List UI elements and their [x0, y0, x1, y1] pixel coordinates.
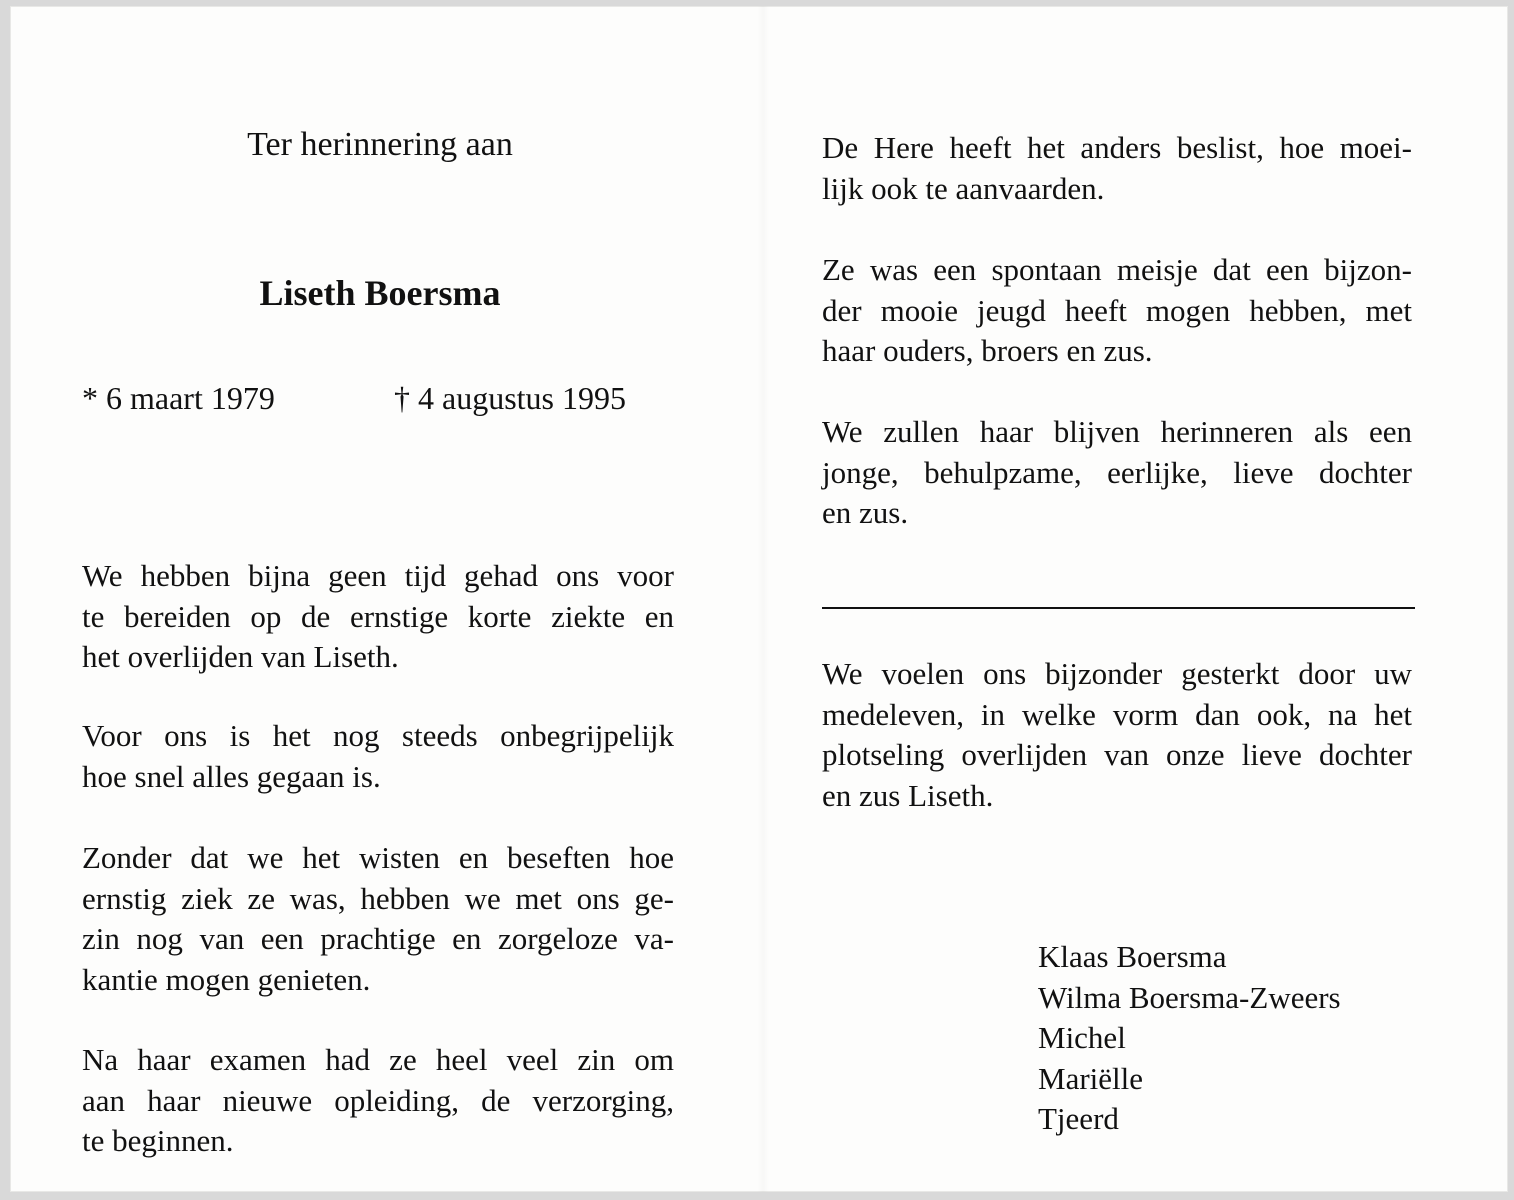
text-line: lijk ook te aanvaarden. — [822, 170, 1105, 206]
text-line: het overlijden van Liseth. — [82, 639, 399, 674]
text-line: Na haar examen had ze heel veel zin om — [82, 1042, 674, 1077]
right-paragraph-4 — [822, 654, 1412, 816]
text-line: aan haar nieuwe opleiding, de verzorging, — [82, 1082, 674, 1118]
text-line: We hebben bijna geen tijd gehad ons voor — [82, 558, 674, 593]
text-line: kantie mogen genieten. — [82, 961, 371, 997]
card-fold — [757, 6, 769, 1192]
left-paragraph-2 — [82, 716, 674, 797]
signatures — [1038, 937, 1341, 1140]
right-paragraph-1 — [822, 128, 1412, 209]
text-line: De Here heeft het anders beslist, hoe moei- — [822, 130, 1412, 165]
text-line: haar ouders, broers en zus. — [822, 333, 1153, 368]
left-paragraph-1 — [82, 556, 674, 678]
right-paragraph-2 — [822, 250, 1412, 372]
text-line: ernstig ziek ze was, hebben we met ons ge- — [82, 880, 674, 916]
text-line: Ze was een spontaan meisje dat een bijzon- — [822, 252, 1412, 287]
signature-name: Michel — [1038, 1020, 1126, 1055]
text-line: hoe snel alles gegaan is. — [82, 758, 381, 794]
left-paragraph-3 — [82, 838, 674, 1000]
card-title: Ter herinnering aan — [247, 126, 513, 163]
text-line: We zullen haar blijven herinneren als een — [822, 414, 1412, 449]
birth-date: * 6 maart 1979 — [82, 380, 275, 416]
signature-name: Tjeerd — [1038, 1101, 1119, 1136]
text-line: zin nog van een prachtige en zorgeloze va- — [82, 921, 674, 956]
text-line: en zus. — [822, 495, 909, 530]
text-line: jonge, behulpzame, eerlijke, lieve dochter — [822, 454, 1412, 490]
signature-name: Mariëlle — [1038, 1060, 1144, 1096]
right-paragraph-3 — [822, 412, 1412, 534]
text-line: te beginnen. — [82, 1123, 234, 1158]
text-line: plotseling overlijden van onze lieve dochter — [822, 737, 1412, 772]
text-line: te bereiden op de ernstige korte ziekte en — [82, 598, 674, 634]
signature-name: Klaas Boersma — [1038, 939, 1227, 974]
text-line: Zonder dat we het wisten en beseften hoe — [82, 840, 674, 875]
left-paragraph-4 — [82, 1040, 674, 1162]
text-line: der mooie jeugd heeft mogen hebben, met — [822, 292, 1412, 328]
deceased-name: Liseth Boersma — [259, 273, 501, 313]
text-line: We voelen ons bijzonder gesterkt door uw — [822, 656, 1412, 691]
signature-name: Wilma Boersma-Zweers — [1038, 979, 1341, 1015]
text-line: en zus Liseth. — [822, 777, 994, 813]
text-line: Voor ons is het nog steeds onbegrijpelijk — [82, 718, 674, 753]
divider-line — [822, 607, 1415, 609]
death-date: † 4 augustus 1995 — [394, 380, 626, 416]
text-line: medeleven, in welke vorm dan ook, na het — [822, 696, 1412, 732]
